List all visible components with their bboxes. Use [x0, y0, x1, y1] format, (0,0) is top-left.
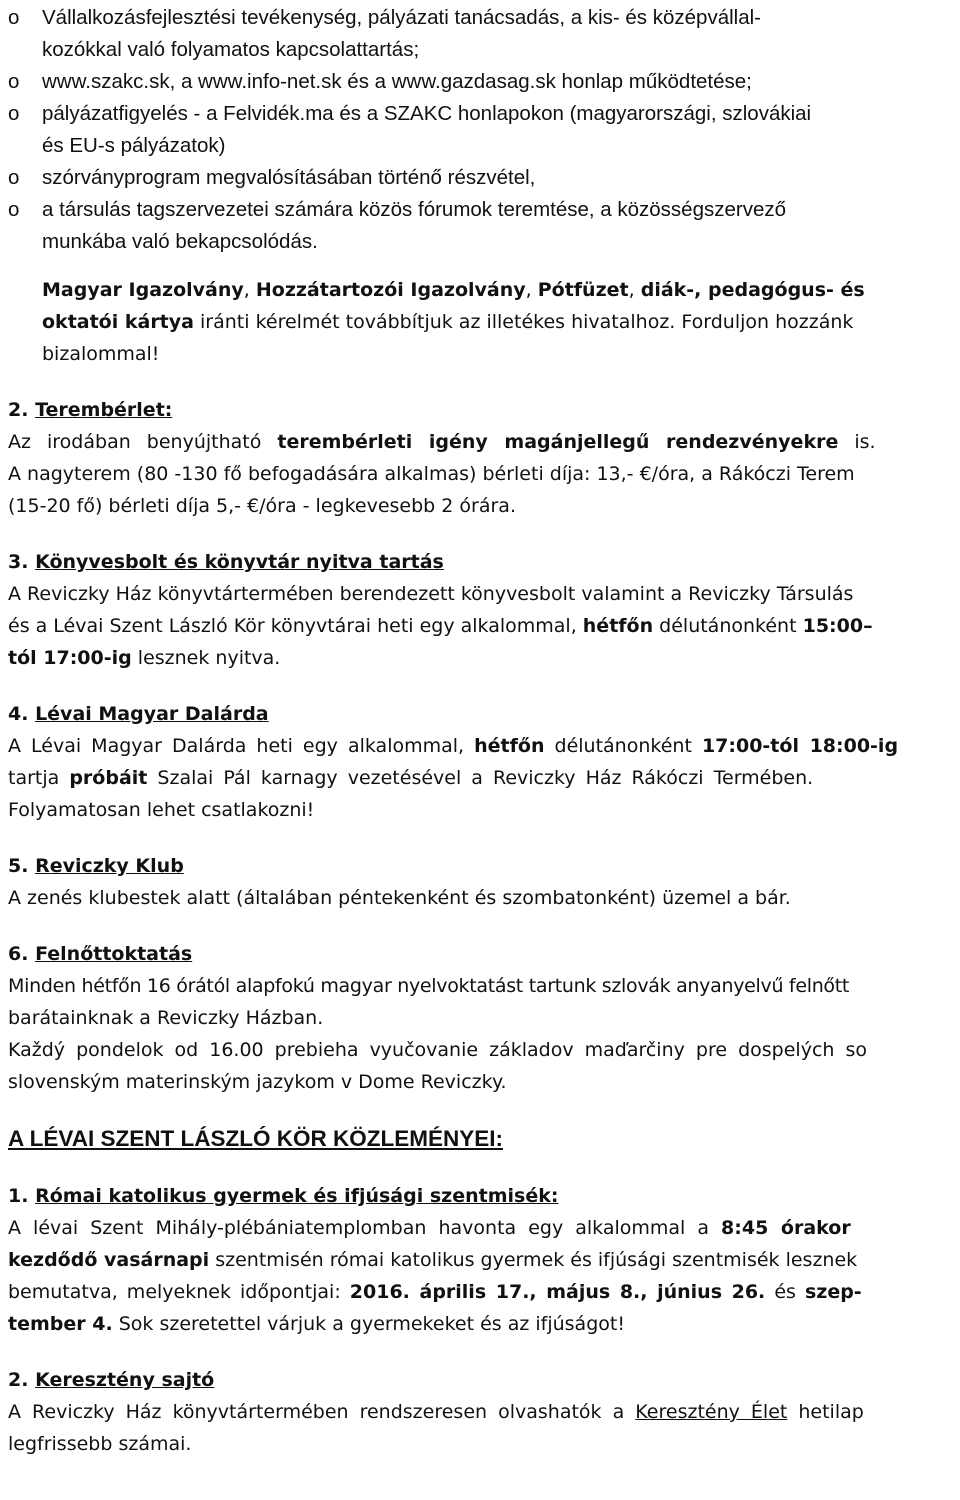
bullet-marker: o — [8, 166, 20, 189]
list-item: o Vállalkozásfejlesztési tevékenység, pályázati tanácsadás, a kis- és középvállal- kozókkal való folyamatos kapcsolattartás; — [8, 2, 952, 66]
section-adult-education: 6. Felnőttoktatás Minden hétfőn 16 órától alapfokú magyar nyelvoktatást tartunk szlovák anyanyelvű felnőtt barátainknak a Reviczky Házban. Každý pondelok od 16.00 prebieha vyučovanie základov maďarčiny pre dospelých so slovenským materinským jazykom v Dome Reviczky. — [8, 938, 952, 1098]
bullet-marker: o — [8, 6, 20, 29]
section-heading: 1. Római katolikus gyermek és ifjúsági szentmisék: — [8, 1185, 559, 1207]
list-item: o szórványprogram megvalósításában történő részvétel, — [8, 162, 952, 194]
section-christian-press: 2. Keresztény sajtó A Reviczky Ház könyvtártermében rendszeresen olvashatók a Keresztény Élet hetilap legfrissebb számai. — [8, 1364, 952, 1460]
list-item: o pályázatfigyelés - a Felvidék.ma és a SZAKC honlapokon (magyarországi, szlovákiai és EU-s pályázatok) — [8, 98, 952, 162]
section-heading: 3. Könyvesbolt és könyvtár nyitva tartás — [8, 551, 444, 573]
websites-text: www.szakc.sk, a www.info-net.sk és a www.gazdasag.sk honlap működtetése; — [42, 70, 752, 93]
section-choir: 4. Lévai Magyar Dalárda A Lévai Magyar Dalárda heti egy alkalommal, hétfőn délutánonként 17:00-tól 18:00-ig tartja próbáit Szalai Pál karnagy vezetésével a Reviczky Ház Rákóczi Termében. Folyamatosan lehet csatlakozni! — [8, 698, 952, 826]
bullet-marker: o — [8, 70, 20, 93]
announcements-title: A LÉVAI SZENT LÁSZLÓ KÖR KÖZLEMÉNYEI: — [8, 1126, 503, 1151]
section-heading: 2. Keresztény sajtó — [8, 1369, 215, 1391]
section-heading: 2. Terembérlet: — [8, 399, 173, 421]
section-masses: 1. Római katolikus gyermek és ifjúsági szentmisék: A lévai Szent Mihály-plébániatemplomban havonta egy alkalommal a 8:45 órakor kezdődő vasárnapi szentmisén római katolikus gyermek és ifjúsági szentmisék lesznek bemutatva, melyeknek időpontjai: 2016. április 17., május 8., június 26. és szep- tember 4. Sok szeretettel várjuk a gyermekeket és az ifjúságot! — [8, 1180, 952, 1340]
section-bookstore: 3. Könyvesbolt és könyvtár nyitva tartás A Reviczky Ház könyvtártermében berendezett könyvesbolt valamint a Reviczky Társulás és a Lévai Szent László Kör könyvtárai heti egy alkalommal, hétfőn délutánonként 15:00– tól 17:00-ig lesznek nyitva. — [8, 546, 952, 674]
section-heading: 6. Felnőttoktatás — [8, 943, 193, 965]
kereszteny-elet-link[interactable]: Keresztény Élet — [635, 1401, 788, 1423]
section-club: 5. Reviczky Klub A zenés klubestek alatt (általában péntekenként és szombatonként) üzemel a bár. — [8, 850, 952, 914]
id-cards-paragraph: Magyar Igazolvány, Hozzátartozói Igazolvány, Pótfüzet, diák-, pedagógus- és oktatói kártya iránti kérelmét továbbítjuk az illetékes hivatalhoz. Forduljon hozzánk bizalommal! — [42, 279, 865, 365]
section-heading: 5. Reviczky Klub — [8, 855, 184, 877]
list-item: o a társulás tagszervezetei számára közös fórumok teremtése, a közösségszervező munkába való bekapcsolódás. — [8, 194, 952, 258]
service-bullet-list — [8, 2, 952, 258]
list-item — [8, 66, 952, 98]
section-room-rental: 2. Terembérlet: Az irodában benyújtható terembérleti igény magánjellegű rendezvényekre is. A nagyterem (80 -130 fő befogadására alkalmas) bérleti díja: 13,- €/óra, a Rákóczi Terem (15-20 fő) bérleti díja 5,- €/óra - legkevesebb 2 órára. — [8, 394, 952, 522]
bullet-marker: o — [8, 198, 20, 221]
section-heading: 4. Lévai Magyar Dalárda — [8, 703, 269, 725]
bullet-marker: o — [8, 102, 20, 125]
